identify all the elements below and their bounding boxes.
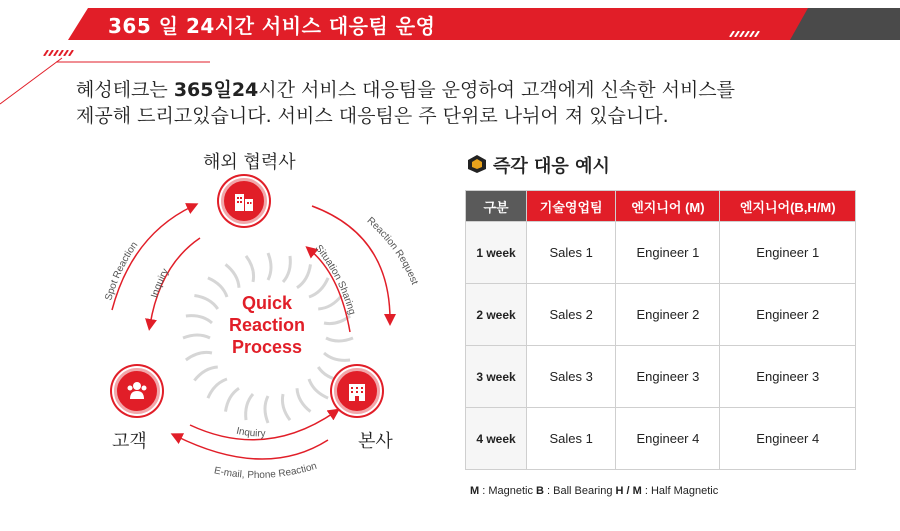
node-customer [114, 368, 160, 414]
table-cell: 4 week [466, 408, 527, 470]
node-partner [221, 178, 267, 224]
hatch-decoration [42, 50, 76, 56]
table-cell: Sales 1 [527, 222, 616, 284]
table-cell: Sales 3 [527, 346, 616, 408]
intro-line1-suffix: 시간 서비스 대응팀을 운영하여 고객에게 신속한 서비스를 [258, 79, 736, 101]
table-cell: Engineer 4 [720, 408, 856, 470]
people-icon [125, 379, 149, 403]
legend [470, 485, 718, 497]
label-situation-sharing: Situation Sharing [312, 242, 358, 317]
table-cell: Engineer 2 [720, 284, 856, 346]
legend-value: : Magnetic [479, 485, 537, 497]
table-cell: Engineer 3 [720, 346, 856, 408]
example-table [465, 190, 856, 470]
table-cell: Sales 2 [527, 284, 616, 346]
legend-key: H / M [615, 485, 642, 497]
header-category: 구분 [466, 191, 527, 222]
intro-text [76, 77, 876, 129]
label-inquiry-bottom: Inquiry [235, 425, 266, 440]
node-hq [334, 368, 380, 414]
intro-line2: 제공해 드리고있습니다. 서비스 대응팀은 주 단위로 나뉘어 져 있습니다. [76, 105, 669, 127]
quick-reaction-diagram [90, 140, 450, 520]
node-customer-label: 고객 [112, 431, 147, 452]
legend-key: M [470, 485, 480, 497]
table-cell: 2 week [466, 284, 527, 346]
table-header-row [466, 191, 856, 222]
table-cell: Engineer 2 [616, 284, 720, 346]
table-cell: 1 week [466, 222, 527, 284]
center-title [202, 292, 332, 358]
table-cell: Sales 1 [527, 408, 616, 470]
node-partner-label: 해외 협력사 [203, 152, 296, 173]
legend-key: B [536, 485, 544, 497]
example-title: 즉각 대응 예시 [493, 156, 610, 177]
table-cell: Engineer 3 [616, 346, 720, 408]
hatch-decoration [728, 31, 762, 37]
table-cell: Engineer 1 [616, 222, 720, 284]
label-reaction-request: Reaction Request [364, 215, 420, 287]
header-sales-team: 기술영업팀 [527, 191, 616, 222]
center-line: Quick [241, 293, 293, 313]
center-line: Process [231, 337, 303, 357]
cube-icon [467, 154, 487, 174]
page-title: 365 일 24시간 서비스 대응팀 운영 [108, 14, 436, 38]
label-email-phone: E-mail, Phone Reaction [212, 460, 319, 482]
intro-line1-prefix: 혜성테크는 [76, 79, 174, 101]
intro-line1-bold: 365일24 [173, 79, 259, 101]
label-inquiry-left: Inquiry [149, 266, 172, 300]
center-line: Reaction [228, 315, 306, 335]
table-cell: Engineer 1 [720, 222, 856, 284]
label-spot-reaction: Spot Reaction [103, 239, 141, 302]
legend-value: : Ball Bearing [543, 485, 616, 497]
table-row [466, 222, 856, 284]
table-cell: Engineer 4 [616, 408, 720, 470]
building-icon [232, 189, 256, 213]
legend-value: : Half Magnetic [641, 485, 719, 497]
table-row [466, 408, 856, 470]
header-engineer-m: 엔지니어 (M) [616, 191, 720, 222]
header-engineer-bhm: 엔지니어(B,H/M) [720, 191, 856, 222]
table-row [466, 346, 856, 408]
table-row [466, 284, 856, 346]
node-hq-label: 본사 [358, 431, 393, 452]
table-cell: 3 week [466, 346, 527, 408]
office-icon [345, 379, 369, 403]
